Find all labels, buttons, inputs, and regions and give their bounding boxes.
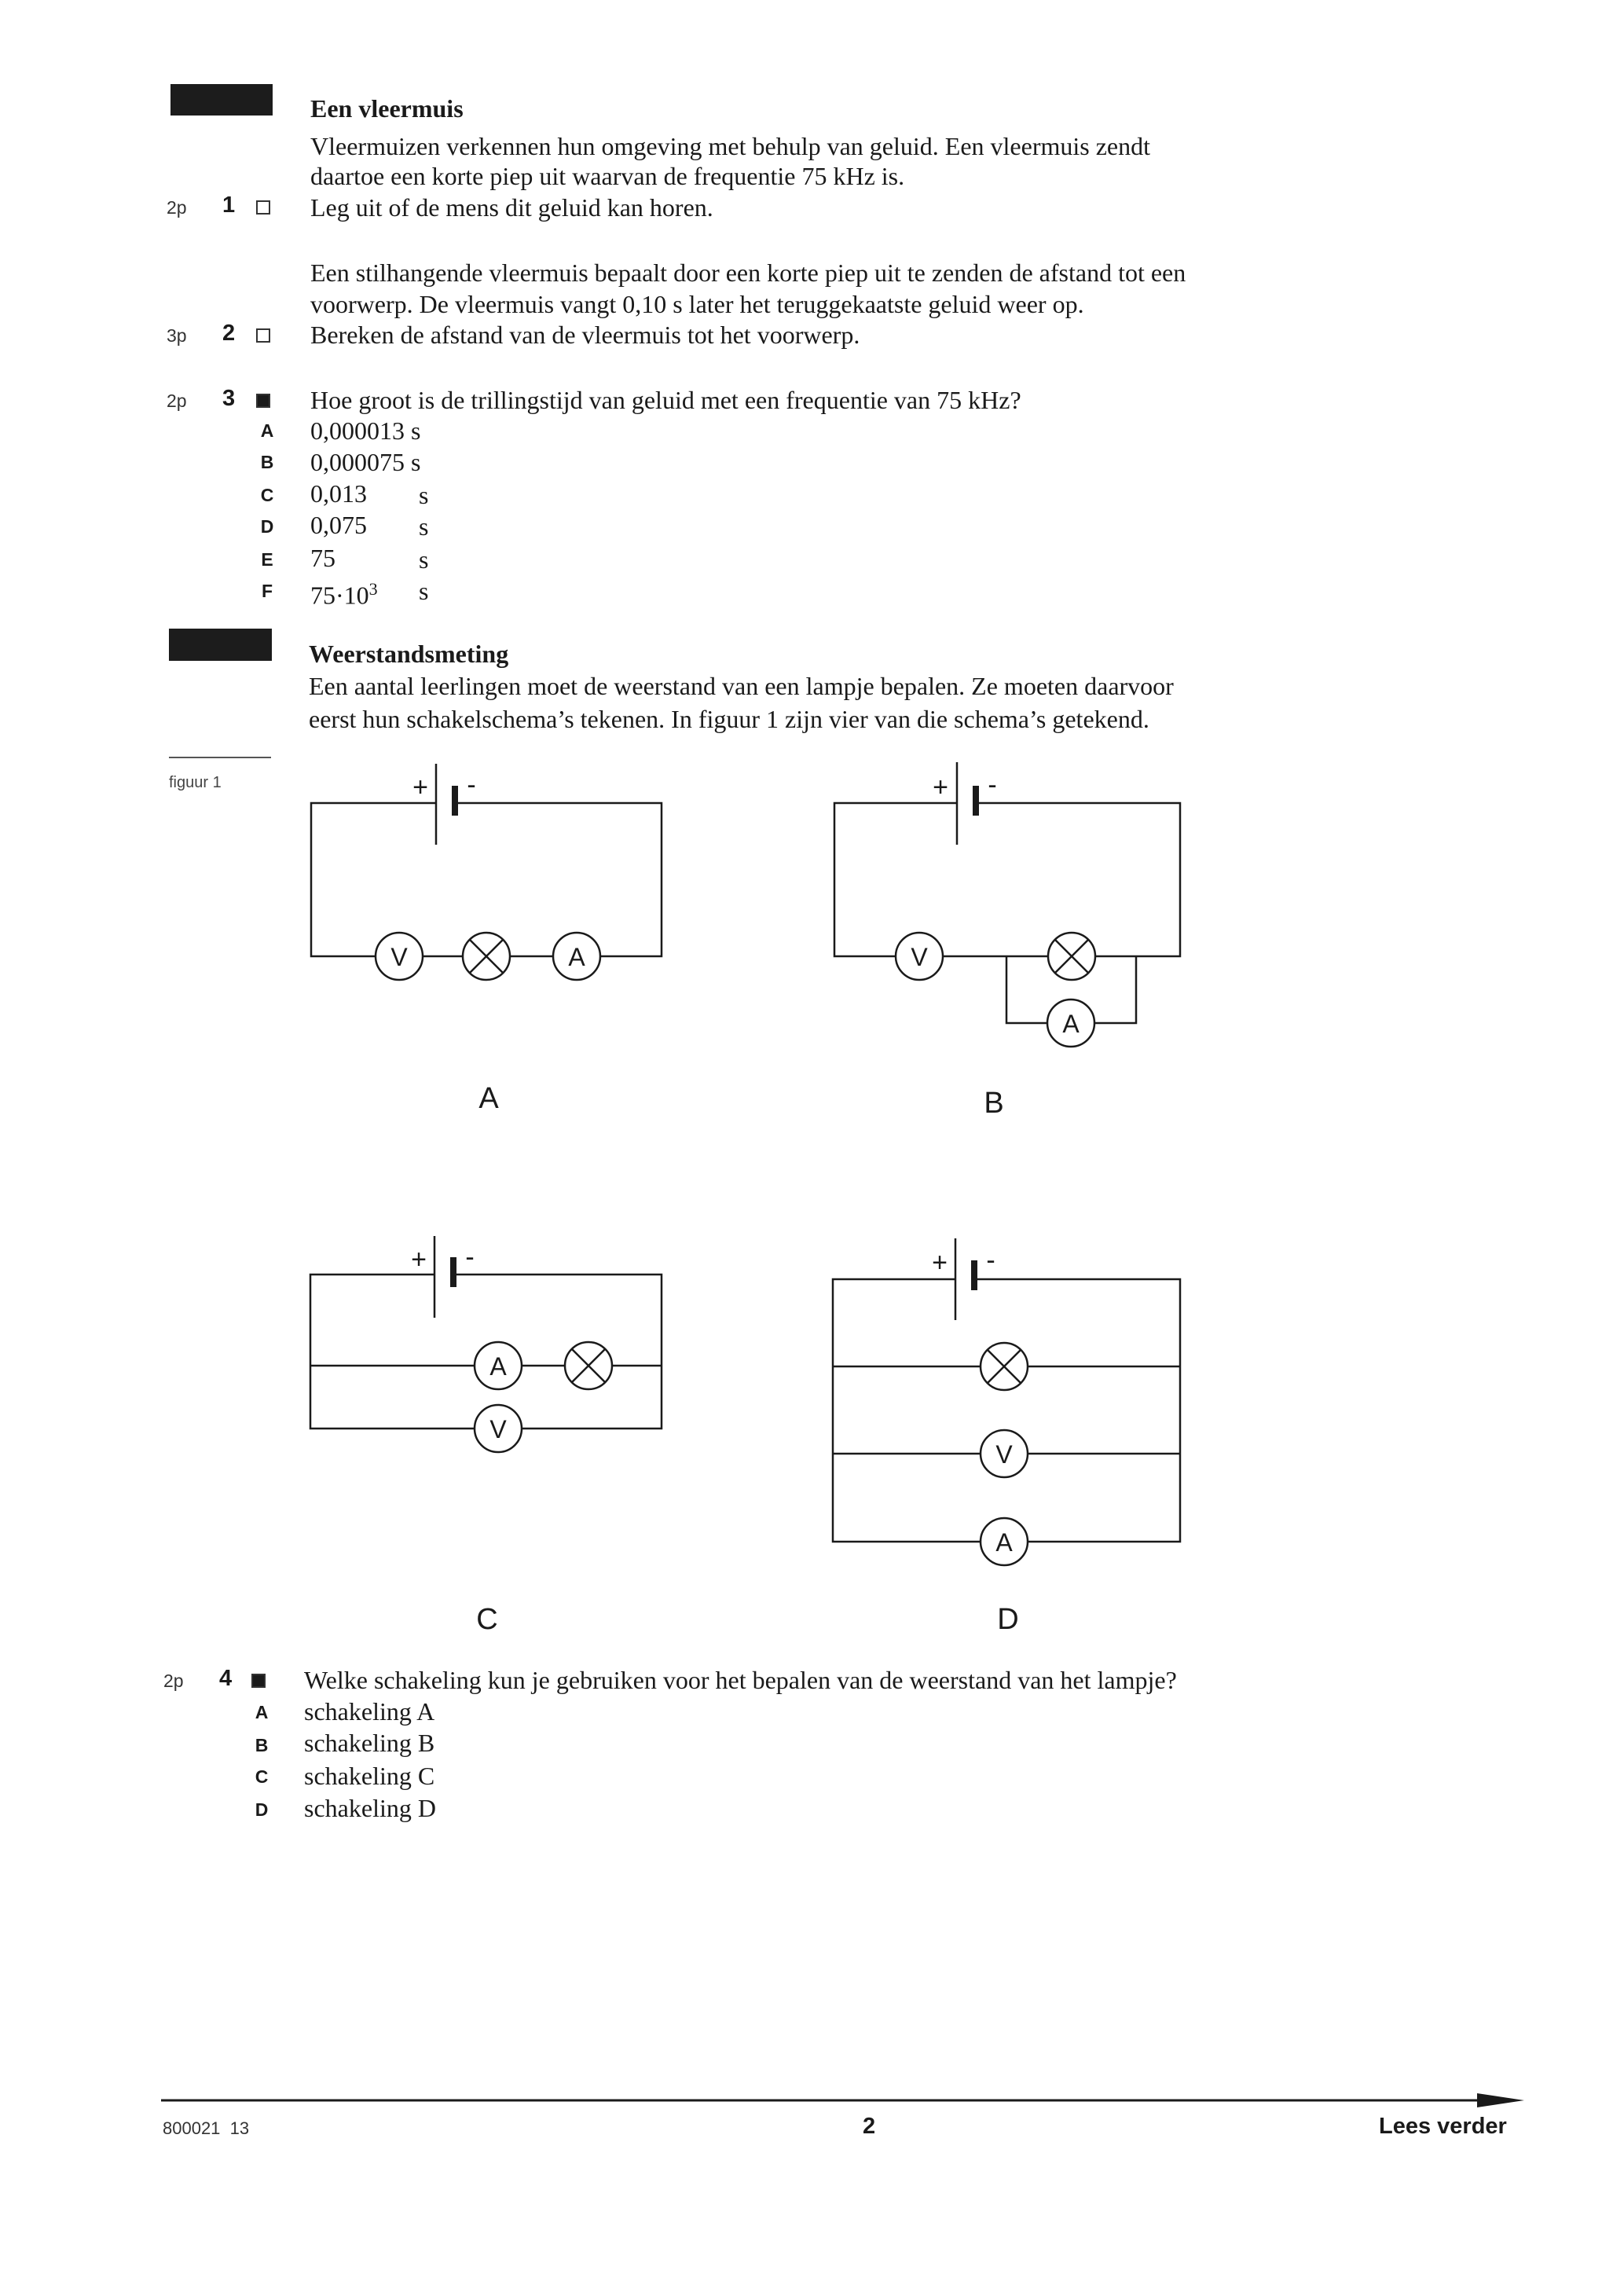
option-value: 0,000013 s [310,416,421,445]
battery-minus-sign: - [465,1242,475,1272]
circuit-label: C [476,1603,498,1636]
option-base: 75·10 [310,581,369,610]
question-text: Hoe groot is de trillingstijd van geluid met een frequentie van 75 kHz? [310,386,1021,414]
meter-label: V [390,943,408,971]
exam-code: 800021 13 [163,2118,250,2138]
battery-plus-sign: + [932,1248,948,1278]
circuit-label: A [478,1082,499,1115]
option-letter[interactable]: D [260,516,274,537]
option-value: 0,013 [310,479,367,508]
meter-label: A [489,1352,507,1381]
intro-line: eerst hun schakelschema’s tekenen. In figuur 1 zijn vier van die schema’s getekend. [309,705,1149,733]
option-value: schakeling D [304,1794,436,1822]
option-value: 0,000075 s [310,448,421,476]
battery-plus-sign: + [933,772,948,802]
question-text: Welke schakeling kun je gebruiken voor het bepalen van de weerstand van het lampje? [304,1666,1177,1694]
option-letter[interactable]: D [255,1799,269,1820]
question-text: Bereken de afstand van de vleermuis tot het voorwerp. [310,321,860,349]
circuit-label: B [984,1087,1004,1120]
option-letter[interactable]: E [261,549,273,570]
question-points: 2p [167,391,187,411]
intro-line: daartoe een korte piep uit waarvan de frequentie 75 kHz is. [310,162,905,190]
question-points: 2p [167,197,187,218]
option-unit: s [419,545,429,574]
option-value: schakeling C [304,1762,435,1790]
option-letter[interactable]: C [260,485,274,505]
meter-label: A [568,943,585,971]
section-title: Weerstandsmeting [309,640,509,668]
option-letter[interactable]: B [255,1735,269,1755]
intro-line: Een aantal leerlingen moet de weerstand van een lampje bepalen. Ze moeten daarvoor [309,672,1174,700]
option-unit: s [419,481,429,509]
meter-label: A [1062,1010,1080,1038]
option-value: 0,075 [310,511,367,539]
section-title: Een vleermuis [310,94,464,123]
battery-minus-sign: - [467,770,476,800]
intro-line: Vleermuizen verkennen hun omgeving met behulp van geluid. Een vleermuis zendt [310,132,1150,160]
question-number: 2 [222,321,236,346]
battery-plus-sign: + [411,1245,427,1275]
circuit-label: D [997,1603,1019,1636]
option-value: schakeling A [304,1697,435,1726]
question-number: 1 [222,193,236,218]
intro-line: voorwerp. De vleermuis vangt 0,10 s later het teruggekaatste geluid weer op. [310,290,1084,318]
option-letter[interactable]: A [255,1702,269,1722]
option-letter[interactable]: F [261,581,273,601]
question-text: Leg uit of de mens dit geluid kan horen. [310,193,713,222]
meter-label: V [489,1415,507,1443]
battery-minus-sign: - [988,770,997,800]
battery-plus-sign: + [412,772,428,802]
option-letter[interactable]: A [260,420,274,441]
question-number: 3 [222,386,236,411]
question-number: 4 [219,1666,233,1691]
option-letter[interactable]: B [260,452,274,472]
question-points: 2p [163,1671,184,1691]
battery-minus-sign: - [986,1245,995,1275]
meter-label: A [995,1528,1013,1557]
intro-line: Een stilhangende vleermuis bepaalt door een korte piep uit te zenden de afstand tot een [310,259,1186,287]
option-unit: s [419,577,429,605]
option-value: schakeling B [304,1729,435,1757]
meter-label: V [995,1440,1013,1469]
meter-label: V [911,943,928,971]
next-page-label: Lees verder [1379,2114,1507,2139]
option-exponent: 3 [368,579,378,599]
option-letter[interactable]: C [255,1766,269,1787]
option-value: 75 [310,544,335,572]
page-number: 2 [863,2114,876,2139]
figure-label: figuur 1 [169,774,222,791]
question-points: 3p [167,325,187,346]
option-unit: s [419,512,429,541]
